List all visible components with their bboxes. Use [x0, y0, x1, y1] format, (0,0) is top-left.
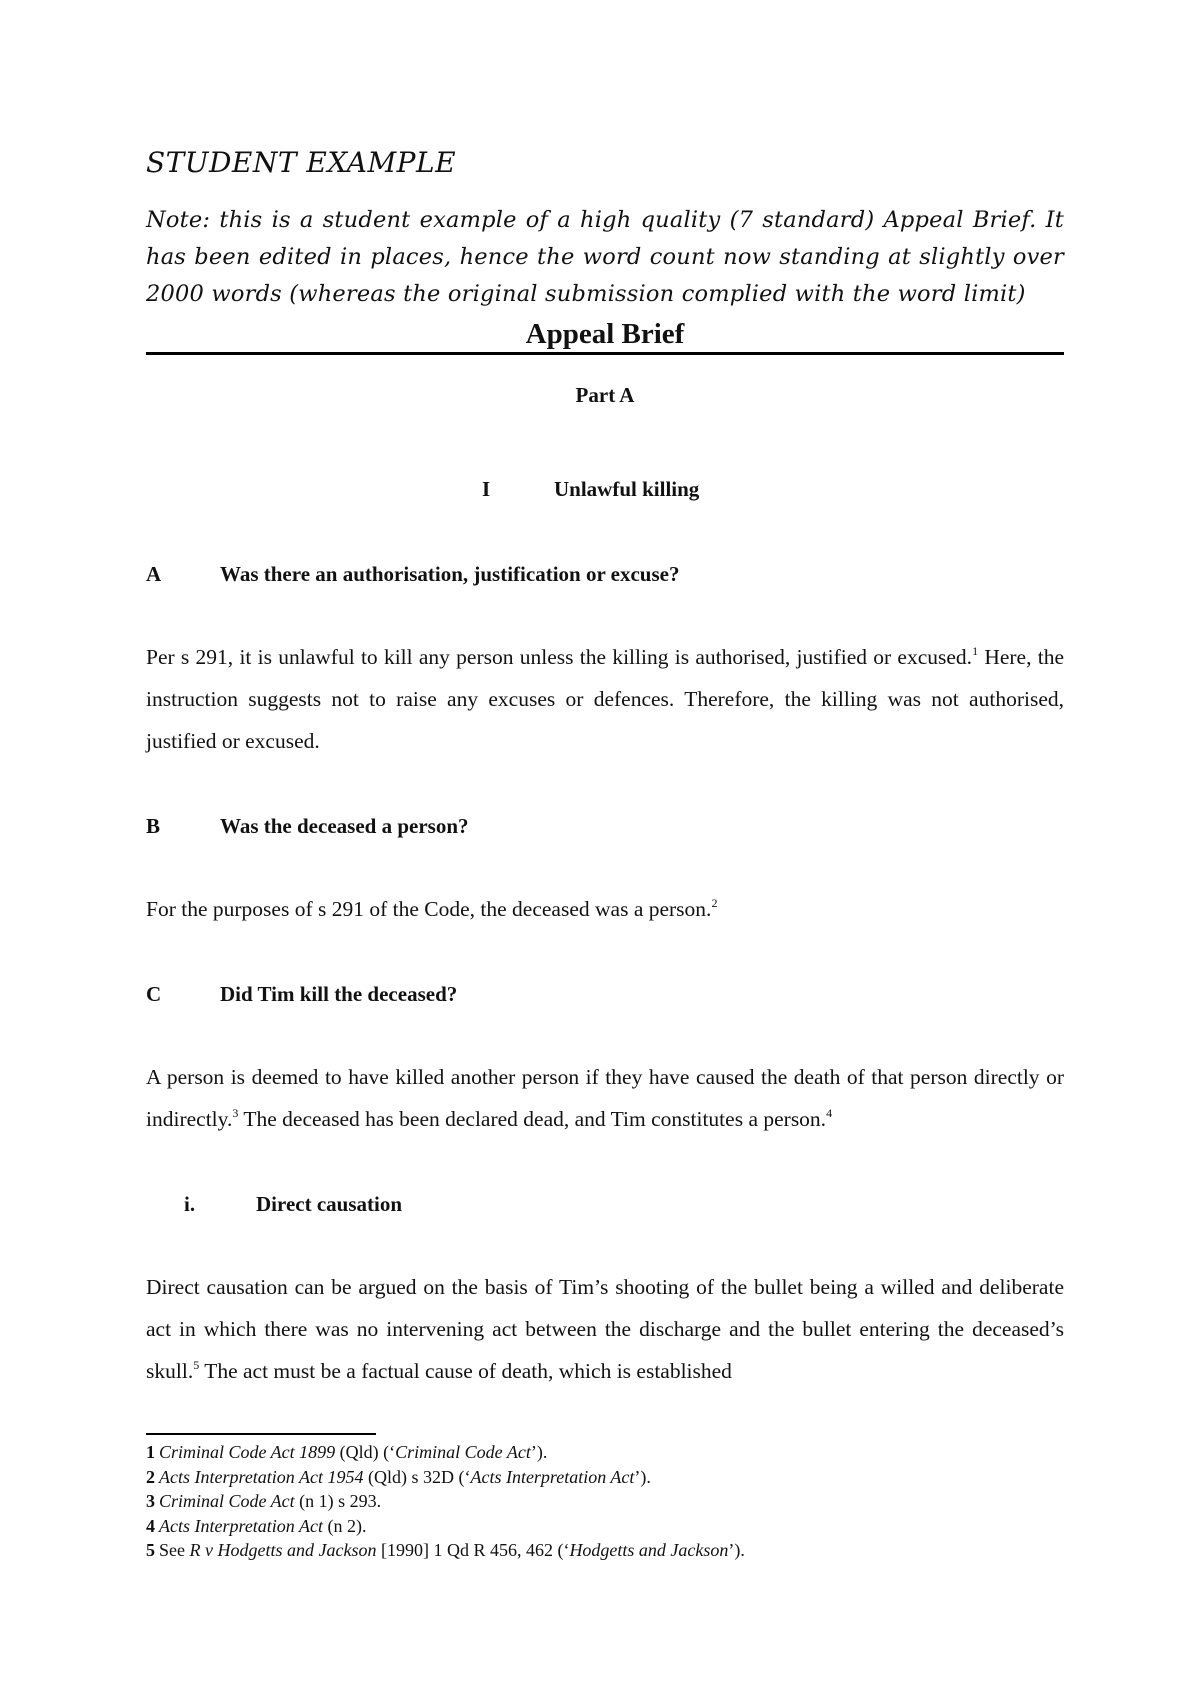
footnote-number: 4	[146, 1515, 155, 1536]
paragraph-text: The deceased has been declared dead, and Tim constitutes a person.	[238, 1107, 827, 1131]
subheading-letter: C	[146, 982, 162, 1006]
paragraph-direct-causation	[146, 1266, 1064, 1392]
paragraph-text: Direct causation can be argued on the basis of Tim’s shooting of the bullet being a willed and deliberate act in which there was no intervening act between the discharge and the bullet entering the deceased’s skull.	[146, 1275, 1064, 1383]
subheading-number: i.	[184, 1192, 196, 1216]
citation-end: ’).	[728, 1540, 745, 1560]
citation-title: R v Hodgetts and Jackson	[189, 1540, 377, 1560]
footnote-ref[interactable]: 4	[826, 1106, 833, 1120]
citation-title: Criminal Code Act 1899	[159, 1442, 336, 1462]
paragraph-text: For the purposes of s 291 of the Code, the deceased was a person.	[146, 897, 712, 921]
citation-detail: (Qld) (‘	[335, 1442, 396, 1462]
citation-end: ’).	[530, 1442, 548, 1462]
footnote-ref[interactable]: 5	[193, 1358, 200, 1372]
footnote-ref[interactable]: 3	[232, 1106, 239, 1120]
part-heading: Part A	[575, 383, 635, 407]
footnote-number: 1	[146, 1442, 155, 1462]
citation-title: Acts Interpretation Act	[159, 1515, 323, 1536]
subheading-a	[146, 562, 1064, 590]
subheading-title: Was the deceased a person?	[220, 814, 469, 838]
footnote-ref[interactable]: 2	[711, 896, 718, 910]
title-rule	[146, 352, 1064, 355]
footnote-1	[146, 1440, 1064, 1465]
paragraph-text: A person is deemed to have killed another person if they have caused the death of that person directly or indirectly.	[146, 1065, 1064, 1131]
footnote-5	[146, 1538, 1064, 1563]
citation-short-title: Hodgetts and Jackson	[569, 1540, 729, 1560]
section-title: Unlawful killing	[554, 477, 700, 501]
paragraph-text: Here, the instruction suggests not to raise any excuses or defences. Therefore, the killing was not authorised, justified or excused.	[146, 645, 1065, 753]
citation-detail: (n 1) s 293.	[294, 1491, 382, 1511]
footnote-separator	[146, 1433, 376, 1435]
subheading-c	[146, 982, 1064, 1010]
paragraph-person	[146, 888, 1064, 930]
section-number: I	[482, 477, 491, 501]
subheading-title: Was there an authorisation, justification or excuse?	[220, 562, 680, 586]
footnote-2	[146, 1465, 1064, 1490]
subheading-direct-causation	[146, 1192, 1064, 1220]
footnotes	[146, 1440, 1064, 1563]
footnote-ref[interactable]: 1	[972, 644, 979, 658]
citation-short-title: Acts Interpretation Act	[470, 1466, 635, 1487]
paragraph-text: Per s 291, it is unlawful to kill any person unless the killing is authorised, justified or excused.	[146, 645, 973, 669]
citation-signal: See	[159, 1540, 190, 1560]
paragraph-authorisation	[146, 636, 1064, 762]
citation-end: ’).	[634, 1466, 651, 1487]
subheading-title: Did Tim kill the deceased?	[220, 982, 458, 1006]
footnote-number: 3	[146, 1491, 155, 1511]
citation-detail: (n 2).	[322, 1515, 367, 1536]
paragraph-killing	[146, 1056, 1064, 1140]
footnote-number: 5	[146, 1540, 155, 1560]
document-title: Appeal Brief	[525, 318, 685, 350]
citation-short-title: Criminal Code Act	[395, 1442, 531, 1462]
subheading-title: Direct causation	[256, 1192, 403, 1216]
citation-detail: (Qld) s 32D (‘	[363, 1466, 471, 1487]
subheading-letter: B	[146, 814, 161, 838]
footnote-4	[146, 1514, 1064, 1539]
editorial-note: Note: this is a student example of a high quality (7 standard) Appeal Brief. It has been edited in places, hence the word count now standing at slightly over 2000 words (whereas the original submission complied with the word limit)	[146, 207, 1064, 307]
student-example-label: STUDENT EXAMPLE	[146, 146, 457, 179]
footnote-number: 2	[146, 1466, 155, 1487]
subheading-letter: A	[146, 562, 162, 586]
subheading-b	[146, 814, 1064, 842]
footnote-3	[146, 1489, 1064, 1514]
citation-title: Acts Interpretation Act 1954	[159, 1466, 364, 1487]
citation-detail: [1990] 1 Qd R 456, 462 (‘	[376, 1540, 570, 1560]
citation-title: Criminal Code Act	[159, 1491, 295, 1511]
paragraph-text: The act must be a factual cause of death, which is established	[199, 1359, 732, 1383]
section-heading-unlawful-killing	[146, 477, 1064, 505]
